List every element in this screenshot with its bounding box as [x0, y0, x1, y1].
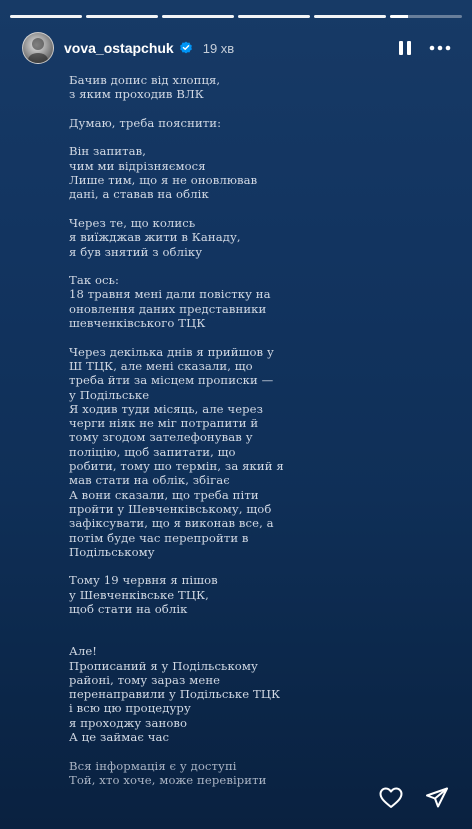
username[interactable]: vova_ostapchuk [64, 40, 174, 56]
story-paragraph: Через декілька днів я прийшов у Ш ТЦК, але мені сказали, що треба йти за місцем прописки — у Подільське Я ходив туди місяць, але через черги ніяк не міг потрапити й тому згодом зателефонував у поліцію, щоб запитати, що робити, тому шо термін, за який я мав стати на облік, збігає А вони сказали, що треба піти пройти у Шевченківському, щоб зафіксувати, що я виконав все, а потім буде час перепройти в Подільському [69, 344, 284, 559]
progress-segment-current [390, 15, 462, 18]
story-actions [378, 785, 450, 811]
story-paragraph: Бачив допис від хлопця, з яким проходив ВЛК [69, 73, 221, 102]
progress-fill [390, 15, 408, 18]
story-paragraph: Через те, що колись я виїжджав жити в Канаду, я був знятий з обліку [69, 215, 241, 259]
more-options-button[interactable] [426, 37, 454, 59]
story-progress-bar [10, 15, 462, 18]
pause-icon [398, 40, 412, 56]
story-paragraph: Так ось: 18 травня мені дали повістку на оновлення даних представники шевченківського ТЦК [69, 273, 271, 331]
more-options-icon [429, 45, 451, 51]
progress-segment [86, 15, 158, 18]
progress-segment [162, 15, 234, 18]
verified-badge-icon [179, 41, 193, 55]
send-icon [425, 787, 449, 809]
heart-icon [379, 787, 403, 809]
like-button[interactable] [378, 785, 404, 811]
post-time: 19 хв [202, 40, 235, 56]
story-paragraph: Думаю, треба пояснити: [69, 115, 222, 130]
story-paragraph: Але! Прописаний я у Подільському районі, тому зараз мене перенаправили у Подільське ТЦК і всю цю процедуру я проходжу заново А це займає час [69, 644, 281, 745]
share-button[interactable] [424, 785, 450, 811]
story-text [69, 73, 432, 802]
progress-segment [314, 15, 386, 18]
progress-segment [10, 15, 82, 18]
story-paragraph: Він запитав, чим ми відрізняємося Лише тим, що я не оновлював дані, а ставав на облік [69, 144, 258, 202]
progress-segment [238, 15, 310, 18]
story-paragraph: Вся інформація є у доступі Той, хто хоче, може перевірити [69, 758, 267, 787]
avatar[interactable] [22, 32, 54, 64]
story-paragraph: Тому 19 червня я пішов у Шевченківське ТЦК, щоб стати на облік [69, 573, 218, 616]
story-header [22, 32, 454, 64]
pause-button[interactable] [394, 37, 416, 59]
